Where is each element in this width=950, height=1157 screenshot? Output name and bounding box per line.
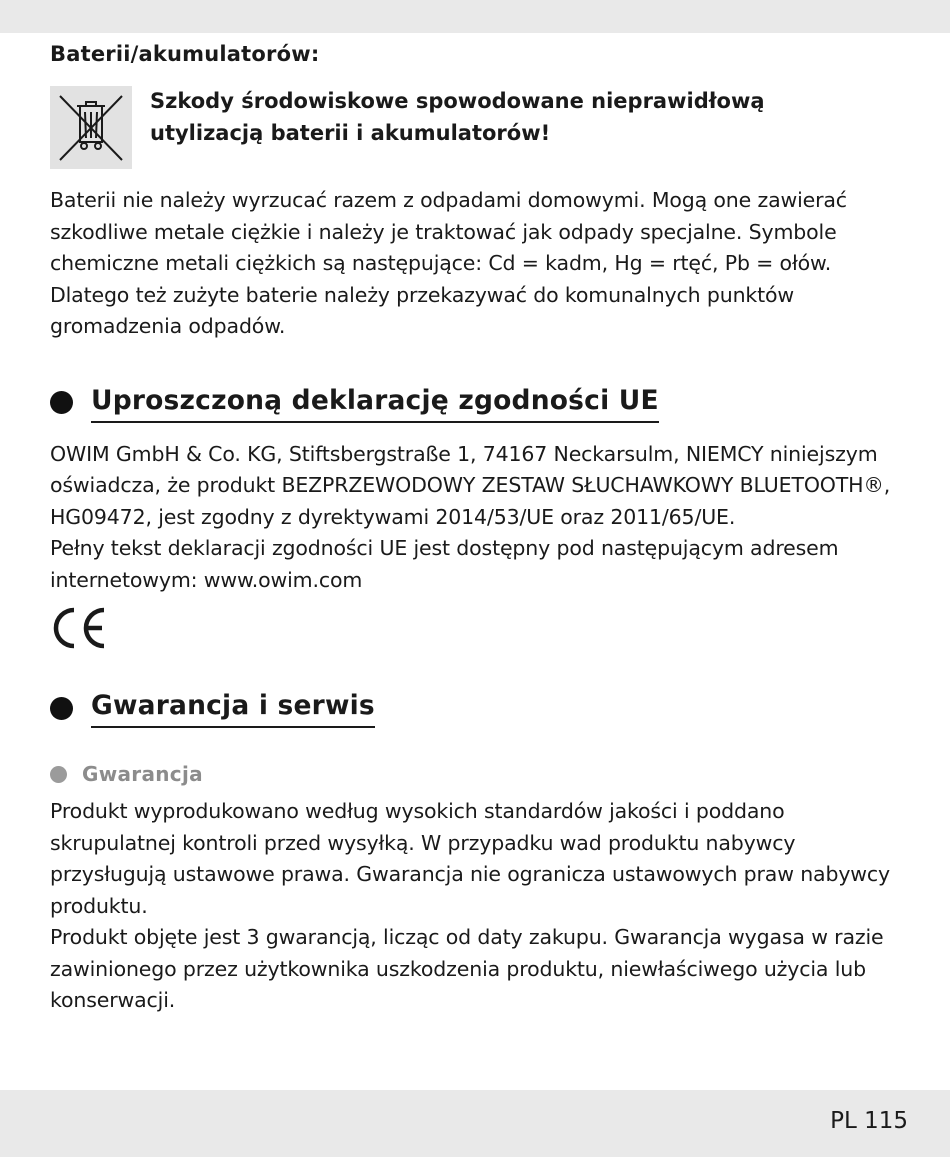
- warning-line-2: utylizacją baterii i akumulatorów!: [150, 121, 551, 145]
- page-footer-band: [0, 1090, 950, 1157]
- warranty-title: Gwarancja i serwis: [91, 688, 375, 728]
- battery-label: Baterii/akumulatorów:: [50, 42, 320, 66]
- battery-paragraph: Baterii nie należy wyrzucać razem z odpadami domowymi. Mogą one zawierać szkodliwe metale ciężkie i należy je traktować jak odpady specjalne. Symbole chemiczne metali ciężkich są następujące: Cd = kadm, Hg = rtęć, Pb = ołów. Dlatego też zużyte baterie należy przekazywać do komunalnych punktów gromadzenia odpadów.: [50, 188, 847, 338]
- warranty-subheading: [50, 762, 910, 786]
- warranty-subtitle: Gwarancja: [82, 762, 203, 786]
- warning-line-1: Szkody środowiskowe spowodowane nieprawidłową: [150, 89, 765, 113]
- page-top-band: [0, 0, 950, 33]
- declaration-title: Uproszczoną deklarację zgodności UE: [91, 383, 659, 423]
- battery-warning-text: [150, 85, 765, 149]
- declaration-heading: [50, 383, 910, 423]
- page-content: [50, 42, 910, 1017]
- subsection-bullet-icon: [50, 766, 67, 783]
- warranty-heading: [50, 688, 910, 728]
- battery-warning: [50, 86, 910, 169]
- declaration-paragraph-1: OWIM GmbH & Co. KG, Stiftsbergstraße 1, 74167 Neckarsulm, NIEMCY niniejszym oświadcza, że produkt BEZPRZEWODOWY ZESTAW SŁUCHAWKOWY BLUETOOTH®, HG09472, jest zgodny z dyrektywami 2014/53/UE oraz 2011/65/UE.: [50, 441, 891, 529]
- declaration-paragraph-2: Pełny tekst deklaracji zgodności UE jest dostępny pod następującym adresem internetowym: www.owim.com: [50, 536, 839, 592]
- warranty-paragraph-2: Produkt objęte jest 3 gwarancją, licząc od daty zakupu. Gwarancja wygasa w razie zawinionego przez użytkownika uszkodzenia produktu, niewłaściwego użycia lub konserwacji.: [50, 925, 884, 1012]
- crossed-out-wheelie-bin-icon: [50, 86, 132, 169]
- ce-mark-icon: [50, 606, 110, 650]
- warranty-paragraph-1: Produkt wyprodukowano według wysokich standardów jakości i poddano skrupulatnej kontroli przed wysyłką. W przypadku wad produktu nabywcy przysługują ustawowe prawa. Gwarancja nie ogranicza ustawowych praw nabywcy produktu.: [50, 799, 891, 918]
- page-number: PL 115: [830, 1108, 908, 1134]
- section-bullet-icon: [50, 391, 73, 414]
- section-bullet-icon: [50, 697, 73, 720]
